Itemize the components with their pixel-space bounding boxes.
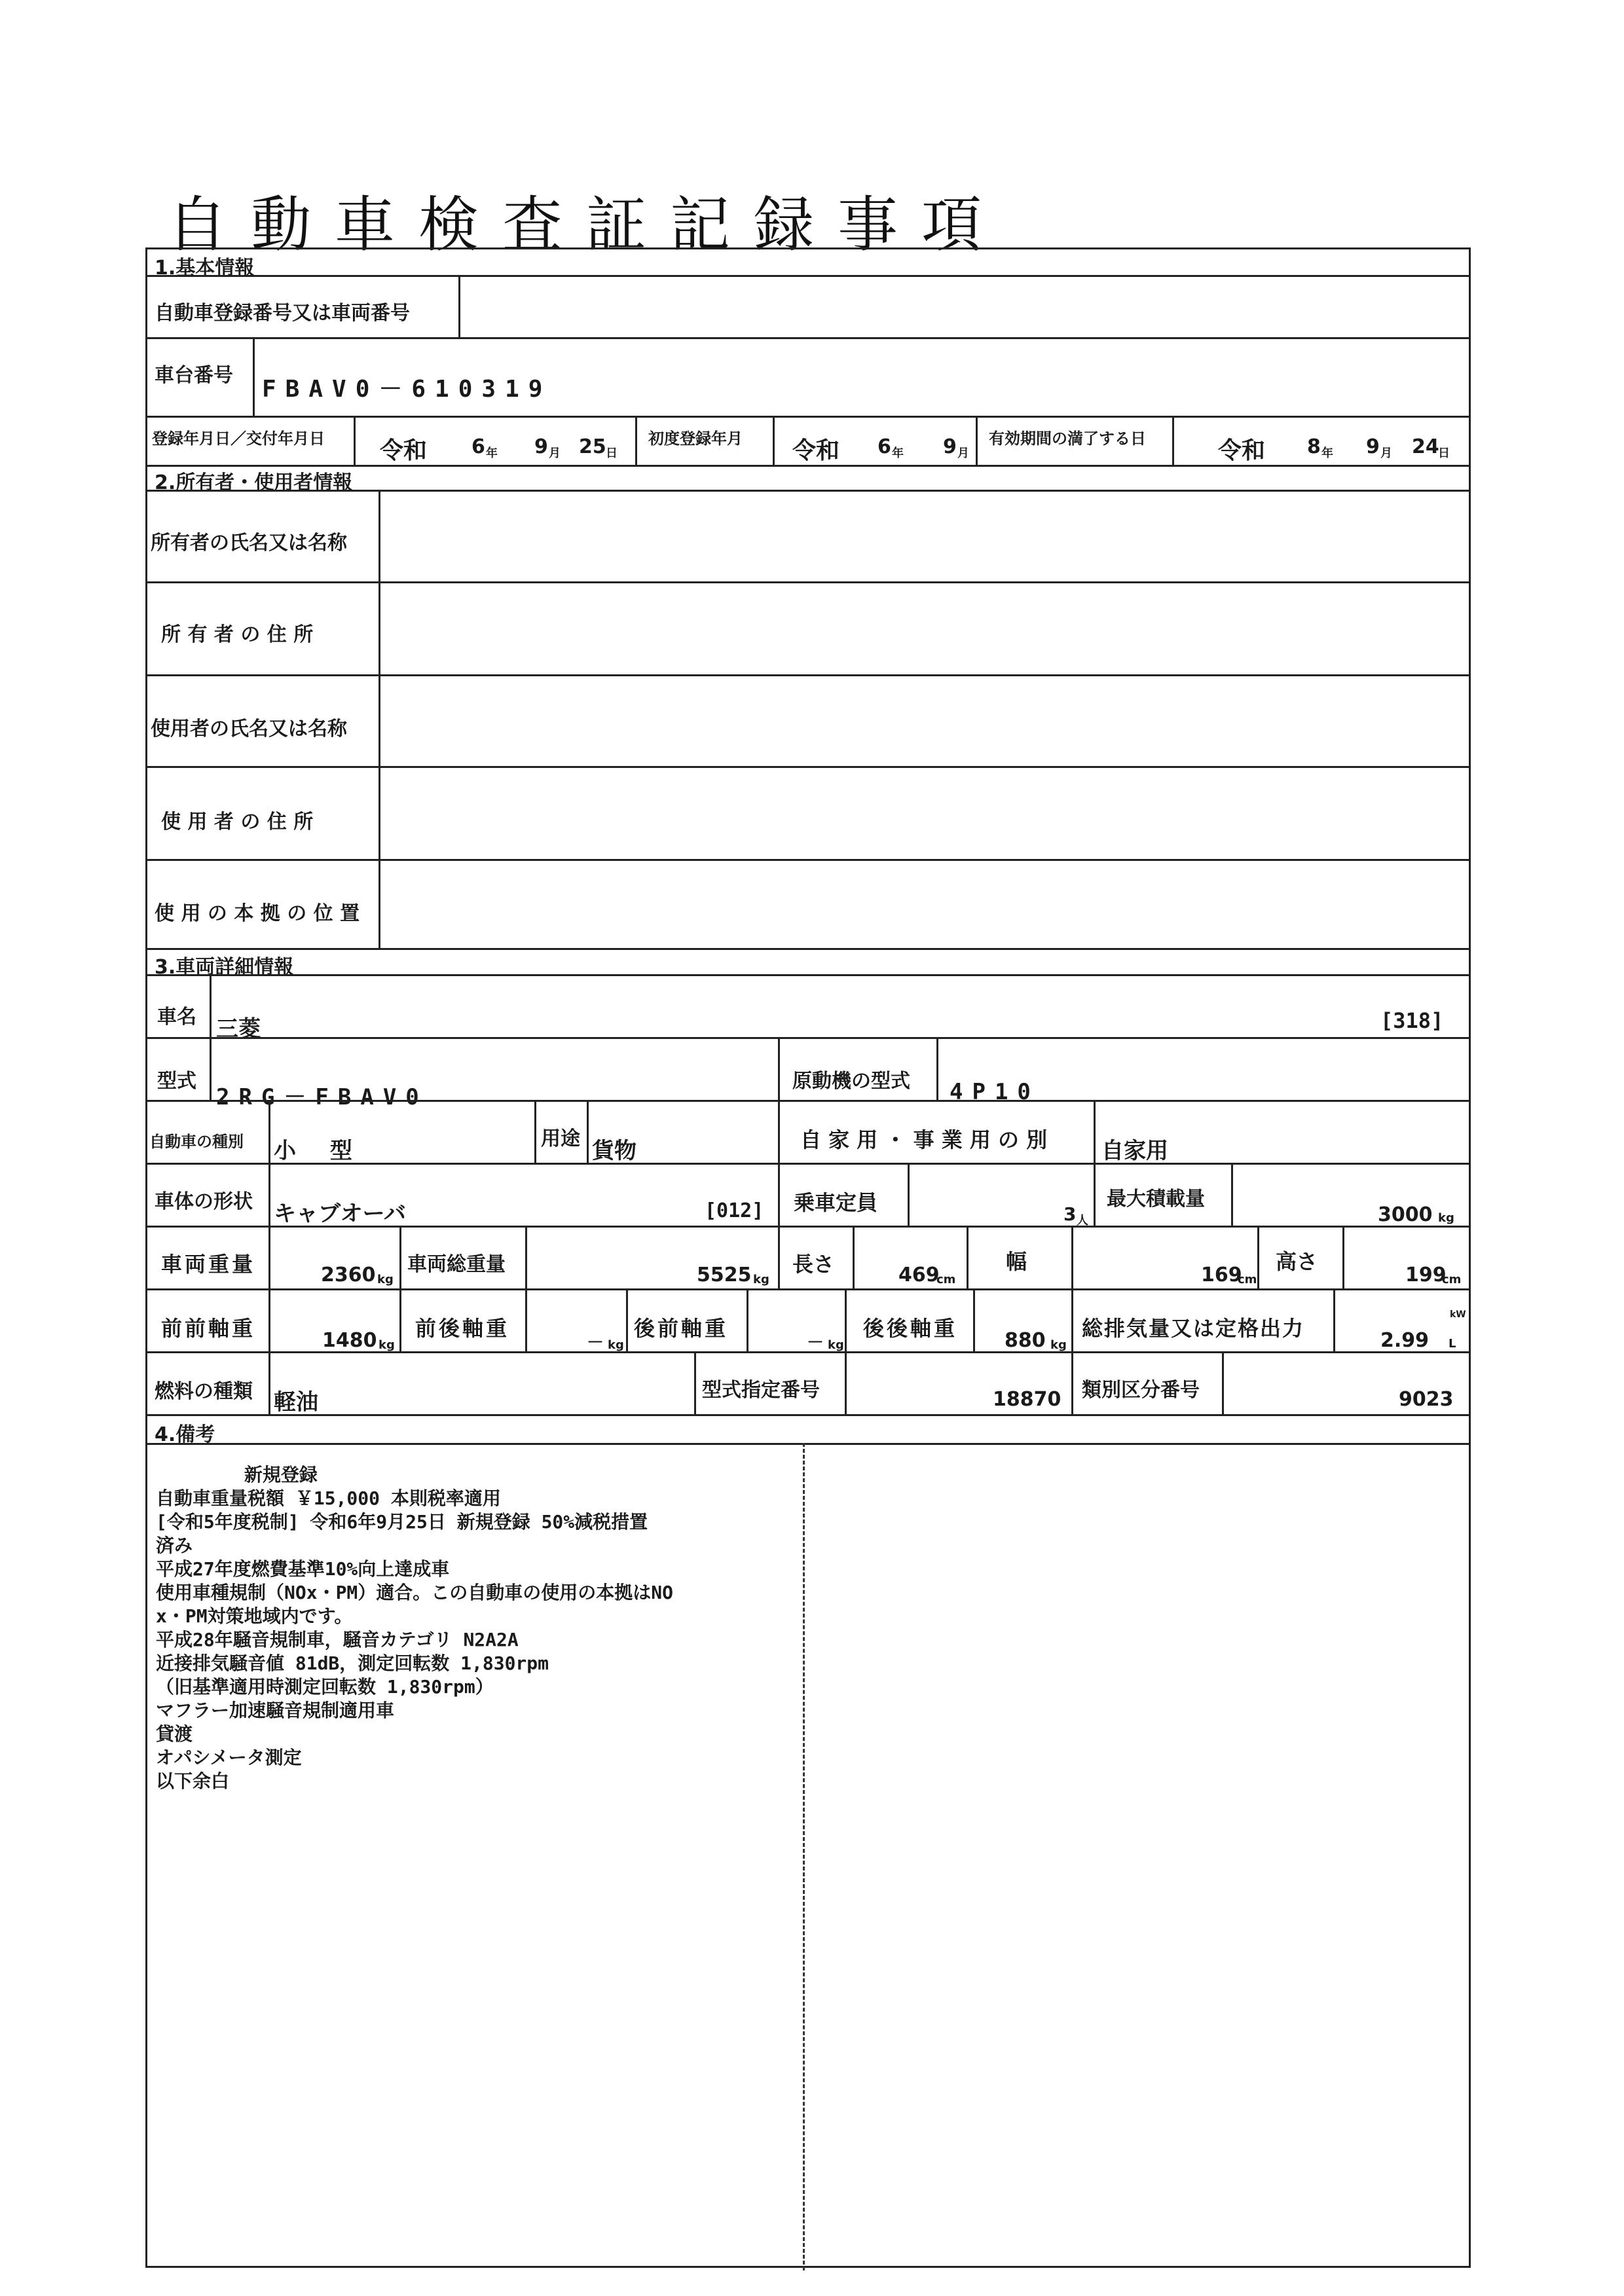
user-name-label: 使用者の氏名又は名称 bbox=[151, 718, 347, 740]
class-number-label: 類別区分番号 bbox=[1082, 1379, 1200, 1402]
use-label: 用途 bbox=[541, 1127, 580, 1150]
rear-front-axle-label: 後前軸重 bbox=[634, 1316, 729, 1341]
first-reg-year-unit: 年 bbox=[892, 446, 904, 460]
reg-date-era: 令和 bbox=[380, 437, 428, 464]
reg-date-month: 9 bbox=[534, 435, 548, 458]
rear-rear-axle-value: 880 bbox=[1005, 1329, 1046, 1352]
front-front-axle-label: 前前軸重 bbox=[161, 1316, 256, 1341]
remarks-divider bbox=[803, 1443, 805, 2270]
max-load-label: 最大積載量 bbox=[1107, 1188, 1205, 1211]
first-reg-month: 9 bbox=[943, 435, 957, 458]
displacement-unit-l: L bbox=[1449, 1337, 1456, 1351]
front-rear-axle-label: 前後軸重 bbox=[415, 1316, 510, 1341]
remarks-text: 新規登録 自動車重量税額 ￥15,000 本則税率適用 [令和5年度税制] 令和6年9月25日 新規登録 50%減税措置 済み 平成27年度燃費基準10%向上達成車 使用車種規制（NOx・PM）適合。この自動車の使用の本拠はNO x・PM対策地域内です。 平成28年騒音規制車，騒音カテゴリ N2A2A 近接排気騒音値 81dB，測定回転数 1,830rpm （旧基準適用時測定回転数 1,830rpm） マフラー加速騒音規制適用車 貸渡 オパシメータ測定 以下余白 bbox=[156, 1464, 674, 1792]
section-basic-heading: 1.基本情報 bbox=[155, 257, 255, 280]
width-value: 169 bbox=[1201, 1264, 1242, 1286]
max-load-value: 3000 bbox=[1378, 1203, 1433, 1226]
expiry-year-unit: 年 bbox=[1321, 446, 1333, 460]
rear-front-axle-unit: kg bbox=[828, 1338, 844, 1352]
car-name-label: 車名 bbox=[157, 1006, 196, 1029]
reg-date-day: 25 bbox=[579, 435, 606, 458]
capacity-value: 3 bbox=[1063, 1203, 1077, 1225]
expiry-era: 令和 bbox=[1218, 437, 1266, 464]
height-unit: cm bbox=[1442, 1273, 1462, 1286]
body-shape-code: [012] bbox=[705, 1199, 764, 1222]
class-number-value: 9023 bbox=[1399, 1388, 1454, 1411]
section-remarks-heading: 4.備考 bbox=[155, 1423, 215, 1446]
gross-weight-unit: kg bbox=[753, 1273, 769, 1286]
first-reg-year: 6 bbox=[877, 435, 891, 458]
front-front-axle-unit: kg bbox=[378, 1338, 395, 1352]
expiry-label: 有効期間の満了する日 bbox=[989, 429, 1146, 448]
reg-date-day-unit: 日 bbox=[606, 446, 618, 460]
owner-address-label: 所 有 者 の 住 所 bbox=[161, 623, 314, 646]
capacity-label: 乗車定員 bbox=[794, 1190, 878, 1215]
expiry-day-unit: 日 bbox=[1438, 446, 1450, 460]
expiry-day: 24 bbox=[1412, 435, 1439, 458]
private-business-label: 自 家 用 ・ 事 業 用 の 別 bbox=[800, 1127, 1048, 1152]
expiry-month: 9 bbox=[1366, 435, 1380, 458]
engine-model-value: 4P10 bbox=[950, 1079, 1040, 1105]
height-value: 199 bbox=[1405, 1264, 1447, 1286]
vehicle-weight-unit: kg bbox=[377, 1273, 394, 1286]
capacity-unit: 人 bbox=[1077, 1214, 1088, 1228]
gross-weight-label: 車両総重量 bbox=[407, 1253, 506, 1276]
length-unit: cm bbox=[936, 1273, 956, 1286]
reg-date-year: 6 bbox=[471, 435, 485, 458]
engine-model-label: 原動機の型式 bbox=[792, 1070, 910, 1093]
expiry-year: 8 bbox=[1307, 435, 1321, 458]
first-reg-label: 初度登録年月 bbox=[648, 429, 743, 448]
document-title: 自動車検査証記録事項 bbox=[167, 190, 1006, 260]
vehicle-kind-value: 小 型 bbox=[274, 1138, 365, 1164]
model-label: 型式 bbox=[157, 1070, 196, 1093]
front-front-axle-value: 1480 bbox=[322, 1329, 377, 1352]
first-reg-month-unit: 月 bbox=[957, 446, 969, 460]
front-rear-axle-unit: kg bbox=[608, 1338, 624, 1352]
vehicle-weight-value: 2360 bbox=[321, 1264, 376, 1286]
displacement-unit-kw: kW bbox=[1450, 1309, 1466, 1320]
length-value: 469 bbox=[898, 1264, 940, 1286]
height-label: 高さ bbox=[1276, 1249, 1318, 1274]
fuel-type-label: 燃料の種類 bbox=[155, 1380, 253, 1403]
width-unit: cm bbox=[1238, 1273, 1257, 1286]
reg-number-label: 自動車登録番号又は車両番号 bbox=[155, 302, 410, 325]
length-label: 長さ bbox=[792, 1252, 835, 1277]
rear-front-axle-value: － bbox=[807, 1333, 824, 1353]
displacement-label: 総排気量又は定格出力 bbox=[1082, 1316, 1305, 1341]
displacement-value: 2.99 bbox=[1380, 1329, 1430, 1352]
gross-weight-value: 5525 bbox=[697, 1264, 752, 1286]
chassis-value: FBAV0－610319 bbox=[262, 376, 552, 403]
rear-rear-axle-unit: kg bbox=[1050, 1338, 1067, 1352]
vehicle-weight-label: 車両重量 bbox=[161, 1252, 256, 1277]
vehicle-kind-label: 自動車の種別 bbox=[149, 1133, 244, 1151]
section-detail-heading: 3.車両詳細情報 bbox=[155, 956, 294, 979]
front-rear-axle-value: － bbox=[587, 1333, 604, 1353]
expiry-month-unit: 月 bbox=[1380, 446, 1392, 460]
model-value: 2RG－FBAV0 bbox=[216, 1084, 428, 1110]
base-location-label: 使 用 の 本 拠 の 位 置 bbox=[155, 902, 360, 925]
body-shape-label: 車体の形状 bbox=[155, 1190, 253, 1213]
rear-rear-axle-label: 後後軸重 bbox=[863, 1316, 958, 1341]
width-label: 幅 bbox=[1006, 1249, 1027, 1274]
reg-date-month-unit: 月 bbox=[549, 446, 561, 460]
first-reg-era: 令和 bbox=[792, 437, 840, 464]
type-number-label: 型式指定番号 bbox=[702, 1379, 820, 1402]
private-business-value: 自家用 bbox=[1101, 1138, 1168, 1164]
type-number-value: 18870 bbox=[993, 1388, 1061, 1411]
chassis-label: 車台番号 bbox=[155, 364, 233, 387]
car-name-value: 三菱 bbox=[216, 1016, 261, 1042]
max-load-unit: kg bbox=[1438, 1211, 1454, 1225]
user-address-label: 使 用 者 の 住 所 bbox=[161, 811, 314, 833]
section-owner-heading: 2.所有者・使用者情報 bbox=[155, 471, 353, 494]
use-value: 貨物 bbox=[592, 1138, 637, 1164]
body-shape-value: キャブオーバ bbox=[274, 1201, 406, 1227]
fuel-type-value: 軽油 bbox=[274, 1389, 318, 1415]
reg-date-year-unit: 年 bbox=[486, 446, 498, 460]
car-name-code: [318] bbox=[1380, 1008, 1444, 1033]
reg-date-label: 登録年月日／交付年月日 bbox=[152, 429, 325, 448]
owner-name-label: 所有者の氏名又は名称 bbox=[151, 532, 347, 555]
